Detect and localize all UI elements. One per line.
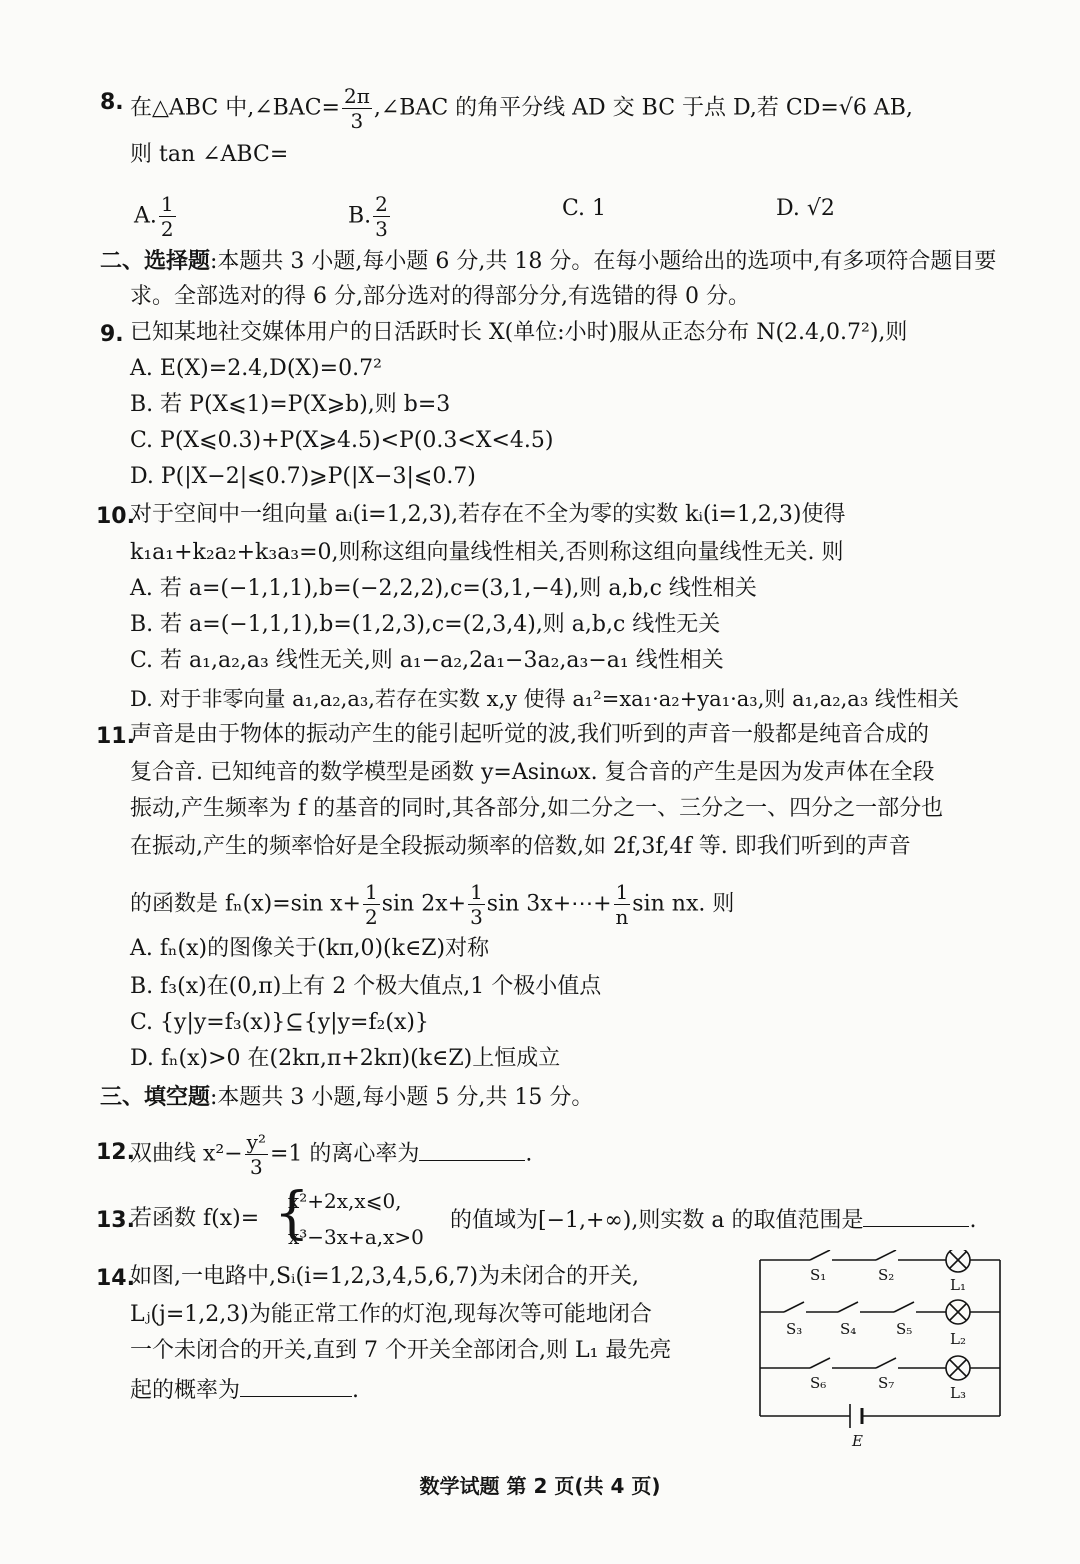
q9-option-d: D. P(|X−2|⩽0.7)⩾P(|X−3|⩽0.7)	[130, 464, 476, 489]
section2-line1: :本题共 3 小题,每小题 6 分,共 18 分。在每小题给出的选项中,有多项符合题目要	[210, 249, 997, 274]
q14-answer-blank[interactable]	[240, 1374, 352, 1397]
q8-option-a-den: 2	[160, 217, 174, 241]
q12-frac-num: y²	[246, 1130, 266, 1154]
q11-option-d: D. fₙ(x)>0 在(2kπ,π+2kπ)(k∈Z)上恒成立	[130, 1046, 561, 1071]
q11-line5	[130, 882, 734, 927]
section3-title: 三、填空题	[100, 1084, 211, 1110]
q12-line	[130, 1132, 532, 1177]
q14-line1: 如图,一电路中,Sᵢ(i=1,2,3,4,5,6,7)为未闭合的开关,	[130, 1264, 640, 1289]
q13-text-b-content: 的值域为[−1,+∞),则实数 a 的取值范围是	[450, 1208, 864, 1233]
label-s3: S₃	[786, 1320, 803, 1338]
q10-option-a: A. 若 a=(−1,1,1),b=(−2,2,2),c=(3,1,−4),则 a,b,c 线性相关	[130, 576, 757, 601]
q8-option-a	[134, 194, 178, 239]
q11-option-c: C. {y|y=f₃(x)}⊆{y|y=f₂(x)}	[130, 1010, 429, 1035]
q8-option-a-label: A.	[134, 203, 157, 229]
q8-line2: 则 tan ∠ABC=	[130, 142, 289, 167]
q13-brace: {	[274, 1181, 310, 1246]
q14-line2: Lⱼ(j=1,2,3)为能正常工作的灯泡,现每次等可能地闭合	[130, 1302, 652, 1327]
q12-text-b: =1 的离心率为	[269, 1141, 420, 1167]
section2-line2: 求。全部选对的得 6 分,部分选对的得部分分,有选错的得 0 分。	[130, 284, 750, 309]
label-s6: S₆	[810, 1374, 827, 1392]
switch-s4-blade	[838, 1302, 858, 1312]
section2-title: 二、选择题	[100, 248, 211, 274]
q11-number: 11.	[96, 724, 135, 749]
label-s7: S₇	[878, 1374, 895, 1392]
q12-answer-blank[interactable]	[419, 1138, 525, 1161]
q11-frac3-den: n	[615, 905, 629, 929]
q13-number: 13.	[96, 1208, 135, 1233]
q11-frac2-num: 1	[470, 880, 483, 904]
q11-line1: 声音是由于物体的振动产生的能引起听觉的波,我们听到的声音一般都是纯音合成的	[130, 722, 929, 747]
q8-option-c: C. 1	[562, 196, 607, 221]
q11-option-b: B. f₃(x)在(0,π)上有 2 个极大值点,1 个极小值点	[130, 974, 602, 999]
switch-s7-blade	[876, 1358, 896, 1368]
switch-s6-blade	[810, 1358, 830, 1368]
q9-number: 9.	[100, 322, 124, 347]
label-s1: S₁	[810, 1266, 827, 1284]
label-l1: L₁	[950, 1276, 966, 1294]
label-s4: S₄	[840, 1320, 857, 1338]
label-s2: S₂	[878, 1266, 895, 1284]
q8-fraction	[342, 86, 372, 131]
q8-option-b	[348, 194, 392, 239]
switch-s3-blade	[784, 1302, 804, 1312]
label-s5: S₅	[896, 1320, 913, 1338]
q9-option-c: C. P(X⩽0.3)+P(X⩾4.5)<P(0.3<X<4.5)	[130, 428, 554, 453]
label-l2: L₂	[950, 1330, 966, 1348]
page-footer: 数学试题 第 2 页(共 4 页)	[419, 1474, 661, 1498]
section3-line1: :本题共 3 小题,每小题 5 分,共 15 分。	[210, 1085, 594, 1110]
q11-line4: 在振动,产生的频率恰好是全段振动频率的倍数,如 2f,3f,4f 等. 即我们听到的声音	[130, 834, 911, 859]
q11-frac2-den: 3	[470, 905, 483, 929]
q14-line4-text: 起的概率为	[130, 1378, 241, 1403]
q9-stem: 已知某地社交媒体用户的日活跃时长 X(单位:小时)服从正态分布 N(2.4,0.7²),则	[130, 320, 908, 345]
switch-s5-blade	[894, 1302, 914, 1312]
q13-case1: x²+2x,x⩽0,	[288, 1189, 402, 1213]
q8-text-a: 在△ABC 中,∠BAC=	[130, 95, 340, 121]
section3-heading	[100, 1082, 593, 1113]
q13-answer-blank[interactable]	[863, 1204, 969, 1227]
q13-end: .	[969, 1208, 977, 1233]
switch-s2-blade	[876, 1250, 896, 1260]
q9-option-b: B. 若 P(X⩽1)=P(X⩾b),则 b=3	[130, 392, 451, 417]
q8-text-b: ,∠BAC 的角平分线 AD 交 BC 于点 D,若 CD=√6 AB,	[373, 95, 913, 121]
q11-line2: 复合音. 已知纯音的数学模型是函数 y=Asinωx. 复合音的产生是因为发声体在全段	[130, 760, 935, 785]
q11-line5-d: sin nx. 则	[632, 891, 735, 917]
q12-fraction	[245, 1132, 268, 1177]
q12-text-a: 双曲线 x²−	[130, 1141, 243, 1167]
q11-line3: 振动,产生频率为 f 的基音的同时,其各部分,如二分之一、三分之一、四分之一部分也	[130, 796, 944, 821]
circuit-diagram	[752, 1250, 1012, 1450]
q11-frac3-num: 1	[615, 880, 629, 904]
q11-frac1-num: 1	[365, 880, 378, 904]
q11-frac1	[363, 882, 380, 927]
q8-frac-den: 3	[350, 109, 364, 133]
q11-line5-b: sin 2x+	[381, 891, 467, 917]
q14-line4	[130, 1374, 359, 1406]
q11-frac2	[468, 882, 485, 927]
q10-stem2: k₁a₁+k₂a₂+k₃a₃=0,则称这组向量线性相关,否则称这组向量线性无关. 则	[130, 540, 844, 565]
q8-frac-num: 2π	[343, 84, 370, 108]
q8-option-d: D. √2	[776, 196, 835, 221]
q10-option-d: D. 对于非零向量 a₁,a₂,a₃,若存在实数 x,y 使得 a₁²=xa₁·a₂+ya₁·a₃,则 a₁,a₂,a₃ 线性相关	[130, 687, 959, 711]
q11-line5-c: sin 3x+⋯+	[486, 891, 612, 917]
q9-option-a: A. E(X)=2.4,D(X)=0.7²	[130, 356, 382, 381]
q10-number: 10.	[96, 504, 135, 529]
q11-frac1-den: 2	[365, 905, 378, 929]
q8-option-a-frac	[159, 194, 176, 239]
q11-option-a: A. fₙ(x)的图像关于(kπ,0)(k∈Z)对称	[130, 936, 490, 961]
label-l3: L₃	[950, 1384, 966, 1402]
q14-line3: 一个未闭合的开关,直到 7 个开关全部闭合,则 L₁ 最先亮	[130, 1338, 672, 1363]
section2-heading	[100, 246, 996, 277]
q13-case2: x³−3x+a,x>0	[288, 1225, 424, 1249]
q8-option-b-den: 3	[375, 217, 388, 241]
q8-option-b-label: B.	[348, 203, 372, 229]
q8-option-b-num: 2	[375, 192, 388, 216]
q10-stem1: 对于空间中一组向量 aᵢ(i=1,2,3),若存在不全为零的实数 kᵢ(i=1,2,3)使得	[130, 502, 846, 527]
q8-line1	[130, 86, 913, 131]
q10-option-c: C. 若 a₁,a₂,a₃ 线性无关,则 a₁−a₂,2a₁−3a₂,a₃−a₁ 线性相关	[130, 648, 724, 673]
q8-option-b-frac	[373, 194, 390, 239]
q8-number: 8.	[100, 90, 124, 115]
switch-s1-blade	[810, 1250, 830, 1260]
q11-line5-a: 的函数是 fₙ(x)=sin x+	[130, 891, 361, 917]
q10-option-b: B. 若 a=(−1,1,1),b=(1,2,3),c=(2,3,4),则 a,b,c 线性无关	[130, 612, 721, 637]
q12-number: 12.	[96, 1140, 135, 1165]
q11-frac3	[614, 882, 631, 927]
q13-text-b	[450, 1204, 976, 1236]
q8-option-a-num: 1	[160, 192, 174, 216]
q13-text-a: 若函数 f(x)=	[130, 1206, 260, 1231]
q12-frac-den: 3	[249, 1155, 263, 1179]
q12-end: .	[525, 1141, 533, 1167]
q14-number: 14.	[96, 1266, 135, 1291]
label-e: E	[852, 1432, 863, 1450]
q14-end: .	[352, 1378, 360, 1403]
